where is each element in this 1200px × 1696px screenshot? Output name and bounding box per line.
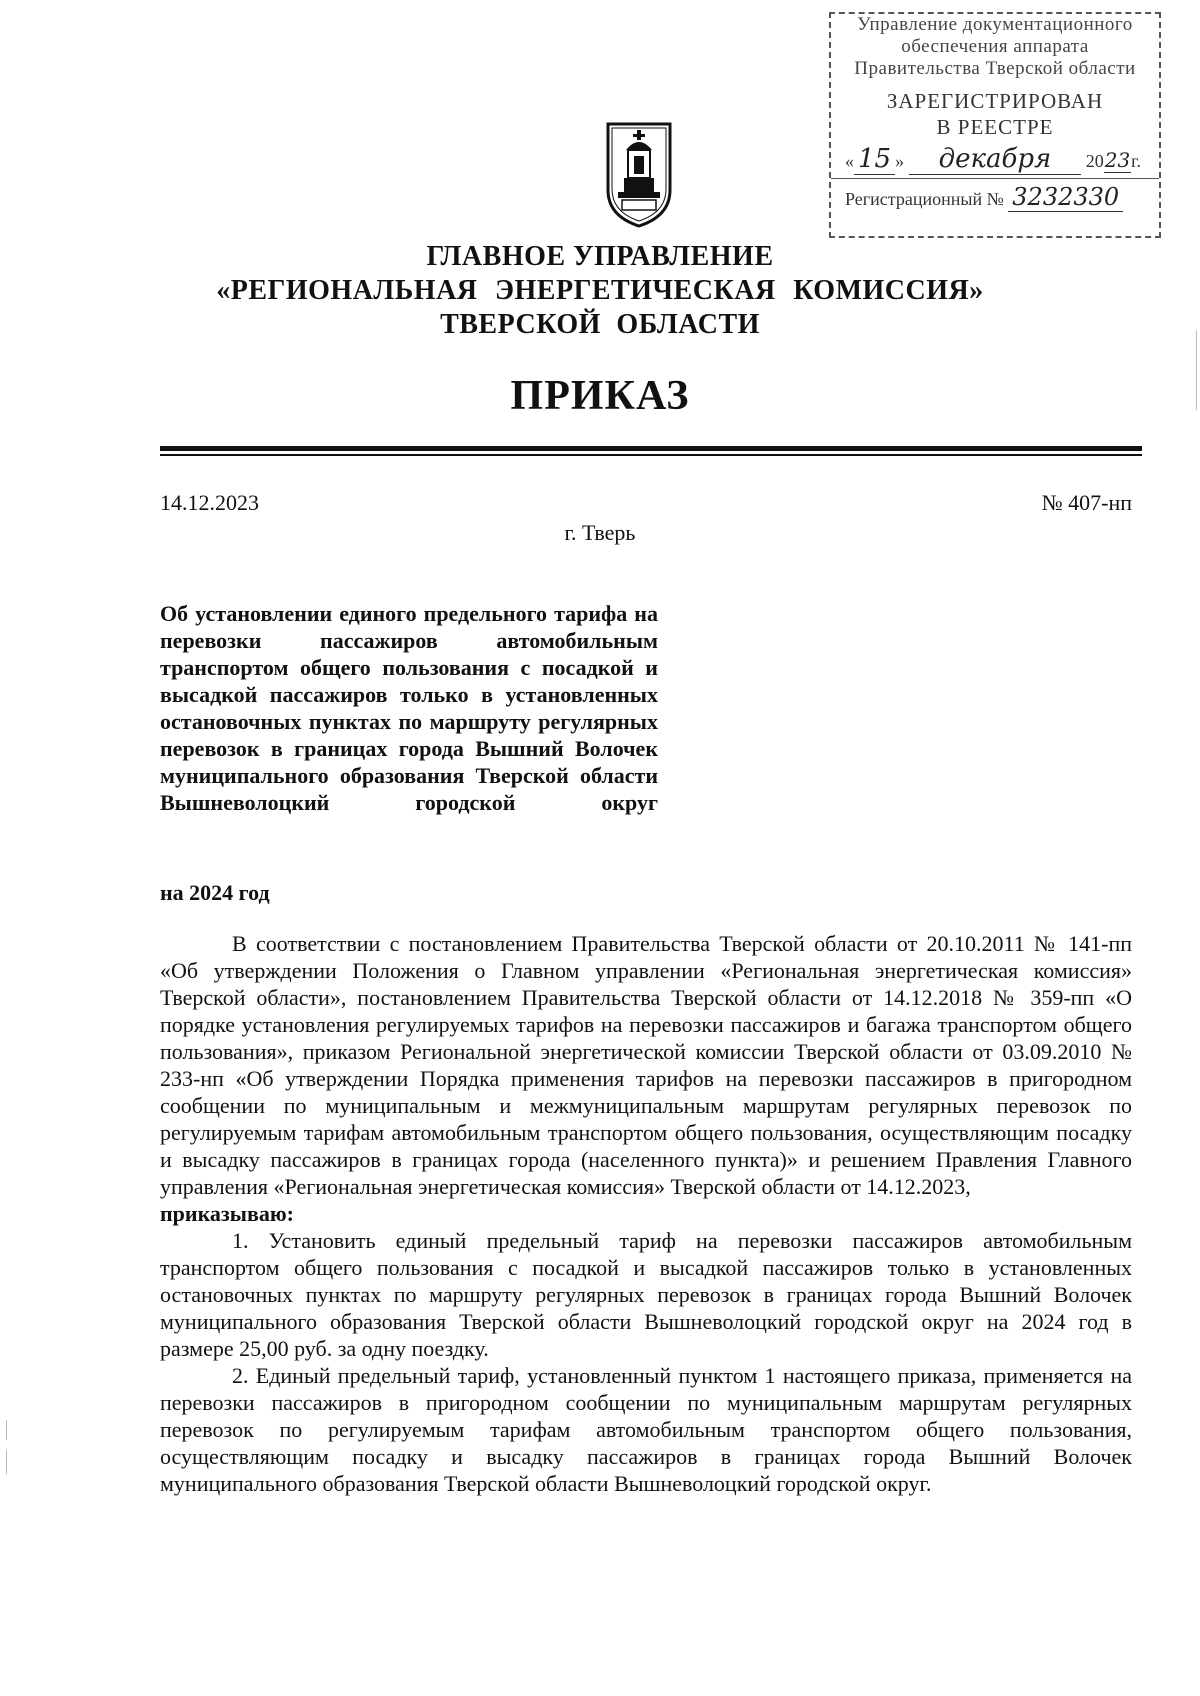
org-name-line-1: ГЛАВНОЕ УПРАВЛЕНИЕ [426,241,774,272]
document-city: г. Тверь [564,520,636,545]
subject-text: Об установлении единого предельного тарифа на перевозки пассажиров автомобильным транспортом общего пользования с посадкой и высадкой пассажиров только в установленных остановочных пунктах по маршруту регулярных перевозок в границах города Вышний Волочек муниципального образования Тверской области Вышневолоцкий городской округ [160,601,658,815]
stamp-reg-number-row [831,178,1159,211]
body-preamble: В соответствии с постановлением Правительства Тверской области от 20.10.2011 № 141-пп «Об утверждении Положения о Главном управлении «Региональная энергетическая комиссия» Тверской области», постановлением Правительства Тверской области от 14.12.2018 № 359-пп «О порядке установления регулируемых тарифов на перевозки пассажиров и багажа транспортом общего пользования», приказом Региональной энергетической комиссии Тверской области от 03.09.2010 № 233-нп «Об утверждении Порядка применения тарифов на перевозки пассажиров в пригородном сообщении по муниципальным и межмуниципальным маршрутам регулярных перевозок по регулируемым тарифам автомобильным транспортом общего пользования, осуществляющим посадку и высадку пассажиров в границах города (населенного пункта)» и решением Правления Главного управления «Региональная энергетическая комиссия» Тверской области от 14.12.2023, [160,931,1132,1199]
document-body [160,930,1132,1497]
coat-of-arms-icon [604,120,674,230]
scan-margin-mark [6,1450,7,1474]
document-date: 14.12.2023 [160,490,259,515]
stamp-registered-2: В РЕЕСТРЕ [936,115,1054,139]
stamp-reg-label: Регистрационный № [845,189,1004,209]
stamp-line-1: Управление документационного [857,14,1133,35]
scan-margin-mark [1196,330,1197,410]
stamp-registered-1: ЗАРЕГИСТРИРОВАН [886,89,1104,113]
stamp-line-3: Правительства Тверской области [854,58,1136,79]
stamp-year-prefix: 20 [1085,151,1104,171]
document-subject [160,600,658,816]
stamp-year-unit: г. [1131,151,1142,171]
stamp-day: 15 [854,144,895,175]
stamp-reg-number: 3232330 [1008,183,1123,212]
stamp-date: « 15 » декабря 2023г. [845,144,1142,174]
document-number: № 407-нп [1041,490,1132,515]
stamp-month: декабря [909,144,1082,175]
org-name-line-3: ТВЕРСКОЙ ОБЛАСТИ [440,309,760,340]
order-word: приказываю: [160,1201,294,1226]
org-name-line-2: «РЕГИОНАЛЬНАЯ ЭНЕРГЕТИЧЕСКАЯ КОМИССИЯ» [216,275,984,306]
document-type-title: ПРИКАЗ [510,373,690,419]
header-rule-thin [160,454,1142,456]
body-item-2: 2. Единый предельный тариф, установленный пунктом 1 настоящего приказа, применяется на перевозки пассажиров в пригородном сообщении по муниципальным маршрутам регулярных перевозок по регулируемым тарифам автомобильным транспортом общего пользования, осуществляющим посадку и высадку пассажиров в границах города Вышний Волочек муниципального образования Тверской области Вышневолоцкий городской округ. [160,1363,1132,1496]
scan-margin-mark [6,1420,7,1440]
header-rule [160,446,1142,451]
body-order-word [160,1200,1132,1227]
registration-stamp [829,12,1161,238]
subject-last-line: на 2024 год [160,880,270,905]
stamp-year-suffix: 23 [1104,148,1131,172]
stamp-line-2: обеспечения аппарата [901,36,1089,57]
body-item-1: 1. Установить единый предельный тариф на перевозки пассажиров автомобильным транспортом общего пользования с посадкой и высадкой пассажиров только в установленных остановочных пунктах по маршруту регулярных перевозок в границах города Вышний Волочек муниципального образования Тверской области Вышневолоцкий городской округ на 2024 год в размере 25,00 руб. за одну поездку. [160,1228,1132,1361]
